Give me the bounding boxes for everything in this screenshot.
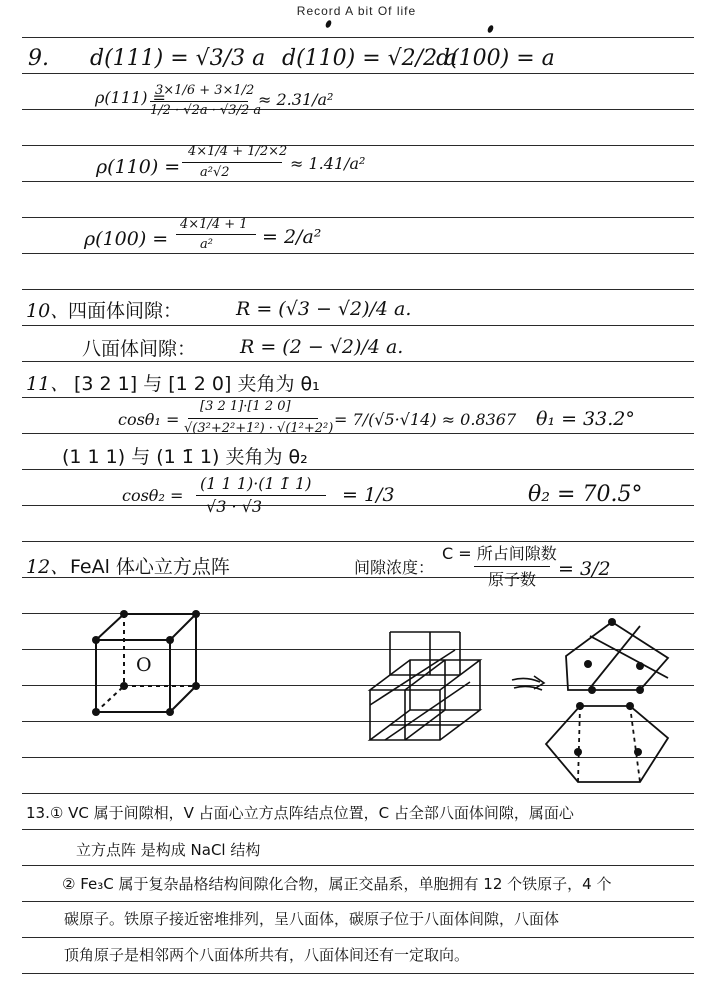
cos2-lhs: cosθ₂ =	[122, 486, 184, 505]
cos1-lhs: cosθ₁ =	[118, 410, 180, 429]
cos2-numerator: (1 1 1)·(1 1̄ 1)	[200, 474, 312, 493]
rho110-numerator: 4×1/4 + 1/2×2	[188, 144, 288, 159]
page-header: Record A bit Of life	[296, 4, 417, 18]
q13-line4: 碳原子。铁原子接近密堆排列，呈八面体，碳原子位于八面体间隙，八面体	[64, 910, 560, 928]
rho100-numerator: 4×1/4 + 1	[180, 217, 248, 232]
ink-dot	[325, 19, 333, 28]
cos1-denominator: √(3²+2²+1²) · √(1²+2²)	[184, 421, 334, 436]
q10-tetra-formula: R = (√3 − √2)/4 a.	[236, 298, 412, 320]
cos1-result: = 7/(√5·√14) ≈ 0.8367	[334, 410, 517, 429]
rho111-numerator: 3×1/6 + 3×1/2	[155, 83, 255, 98]
fraction-bar	[150, 101, 248, 102]
q13-line5: 顶角原子是相邻两个八面体所共有，八面体间还有一定取向。	[64, 946, 470, 964]
q13-line3: ② Fe₃C 属于复杂晶格结构间隙化合物，属正交晶系，单胞拥有 12 个铁原子，4 个	[62, 875, 612, 893]
cos2-denominator: √3 · √3	[206, 497, 263, 516]
cos1-numerator: [3 2 1]·[1 2 0]	[200, 399, 291, 414]
q9-number: 9.	[28, 46, 49, 71]
ink-dot	[487, 24, 495, 33]
q9-d111: d(111) = √3/3 a	[90, 46, 266, 71]
q10-number: 10、	[26, 300, 70, 322]
q10-tetra-label: 四面体间隙：	[68, 300, 183, 322]
fraction-bar	[176, 234, 256, 235]
q12-conc-denominator: 原子数	[488, 570, 537, 589]
rho100-denominator: a²	[200, 237, 213, 252]
fraction-bar	[196, 495, 326, 496]
rho111-denominator: 1/2 · √2a · √3/2 a	[150, 103, 262, 118]
q13-line1: 13.① VC 属于间隙相，V 占面心立方点阵结点位置，C 占全部八面体间隙，属面心	[26, 804, 574, 822]
q9-d110: d(110) = √2/2 a	[282, 46, 458, 71]
rho110-approx: ≈ 1.41/a²	[290, 154, 366, 173]
rho100-result: = 2/a²	[262, 226, 322, 248]
q10-octa-label: 八面体间隙：	[82, 338, 197, 360]
theta1: θ₁ = 33.2°	[536, 408, 635, 430]
q11-line2: (1 1 1) 与 (1 1̄ 1) 夹角为 θ₂	[62, 446, 308, 468]
q10-octa-formula: R = (2 − √2)/4 a.	[240, 336, 404, 358]
q12-text: FeAl 体心立方点阵	[70, 556, 230, 578]
theta2: θ₂ = 70.5°	[528, 482, 643, 507]
rho110-lhs: ρ(110) =	[96, 156, 181, 178]
fraction-bar	[474, 566, 550, 567]
rho100-lhs: ρ(100) =	[84, 228, 169, 250]
q9-d100: d(100) = a	[436, 46, 555, 71]
rho111-approx: ≈ 2.31/a²	[258, 90, 334, 109]
q12-conc-label: 间隙浓度：	[354, 558, 435, 577]
q11-line1: [3 2 1] 与 [1 2 0] 夹角为 θ₁	[74, 373, 320, 395]
cos2-result: = 1/3	[342, 484, 395, 506]
rho110-denominator: a²√2	[200, 165, 230, 180]
fraction-bar	[188, 418, 318, 419]
rho111-lhs: ρ(111) =	[95, 88, 166, 107]
bcc-center-label: O	[136, 654, 152, 676]
q12-conc-result: = 3/2	[558, 558, 611, 580]
q12-number: 12、	[26, 556, 70, 578]
fraction-bar	[182, 162, 282, 163]
q12-conc-numerator: C = 所占间隙数	[442, 544, 557, 563]
q13-line2: 立方点阵 是构成 NaCl 结构	[76, 841, 261, 859]
q11-number: 11、	[26, 373, 70, 395]
